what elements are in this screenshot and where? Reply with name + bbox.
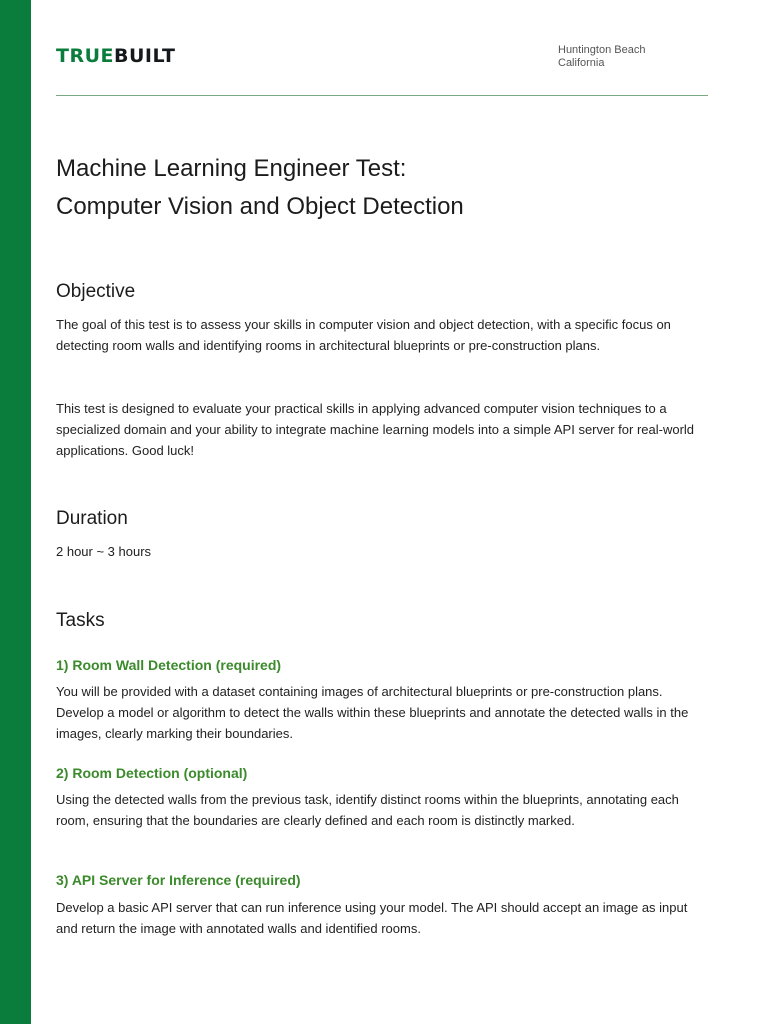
page-header xyxy=(56,44,708,74)
header-divider xyxy=(56,95,708,96)
objective-heading: Objective xyxy=(56,281,136,302)
task-3-title: 3) API Server for Inference (required) xyxy=(56,872,301,888)
task-1-title: 1) Room Wall Detection (required) xyxy=(56,657,282,673)
objective-paragraph-2: This test is designed to evaluate your practical skills in applying advanced computer vision techniques to a specialized domain and your ability to integrate machine learning models into a simple API server for real-world applications. Good luck! xyxy=(56,401,695,458)
tasks-heading: Tasks xyxy=(56,610,105,631)
task-2-title: 2) Room Detection (optional) xyxy=(56,765,248,781)
location-city: Huntington Beach xyxy=(558,44,646,56)
document-page xyxy=(56,0,708,1024)
logo-built-text: BUILT xyxy=(114,45,176,67)
logo-true-text: TRUE xyxy=(56,45,114,67)
truebuilt-logo xyxy=(56,44,175,68)
location-state: California xyxy=(558,57,605,69)
left-accent-bar xyxy=(0,0,31,1024)
objective-paragraph-1: The goal of this test is to assess your skills in computer vision and object detection, with a specific focus on detecting room walls and identifying rooms in architectural blueprints or pre-construction plans. xyxy=(56,317,671,353)
page-title-line2: Computer Vision and Object Detection xyxy=(56,193,464,220)
page-title xyxy=(56,150,464,226)
duration-text: 2 hour ~ 3 hours xyxy=(56,544,152,559)
task-2-description: Using the detected walls from the previous task, identify distinct rooms within the blueprints, annotating each room, ensuring that the boundaries are clearly defined and each room is distinctly marked. xyxy=(56,792,679,828)
page-title-line1: Machine Learning Engineer Test: xyxy=(56,155,407,182)
duration-heading: Duration xyxy=(56,508,128,529)
task-3-description: Develop a basic API server that can run inference using your model. The API should accept an image as input and return the image with annotated walls and identified rooms. xyxy=(56,900,688,936)
location-address xyxy=(558,44,645,70)
task-1-description: You will be provided with a dataset containing images of architectural blueprints or pre-construction plans. Develop a model or algorithm to detect the walls within these blueprints and annotate the detected walls in the images, clearly marking their boundaries. xyxy=(56,684,689,741)
